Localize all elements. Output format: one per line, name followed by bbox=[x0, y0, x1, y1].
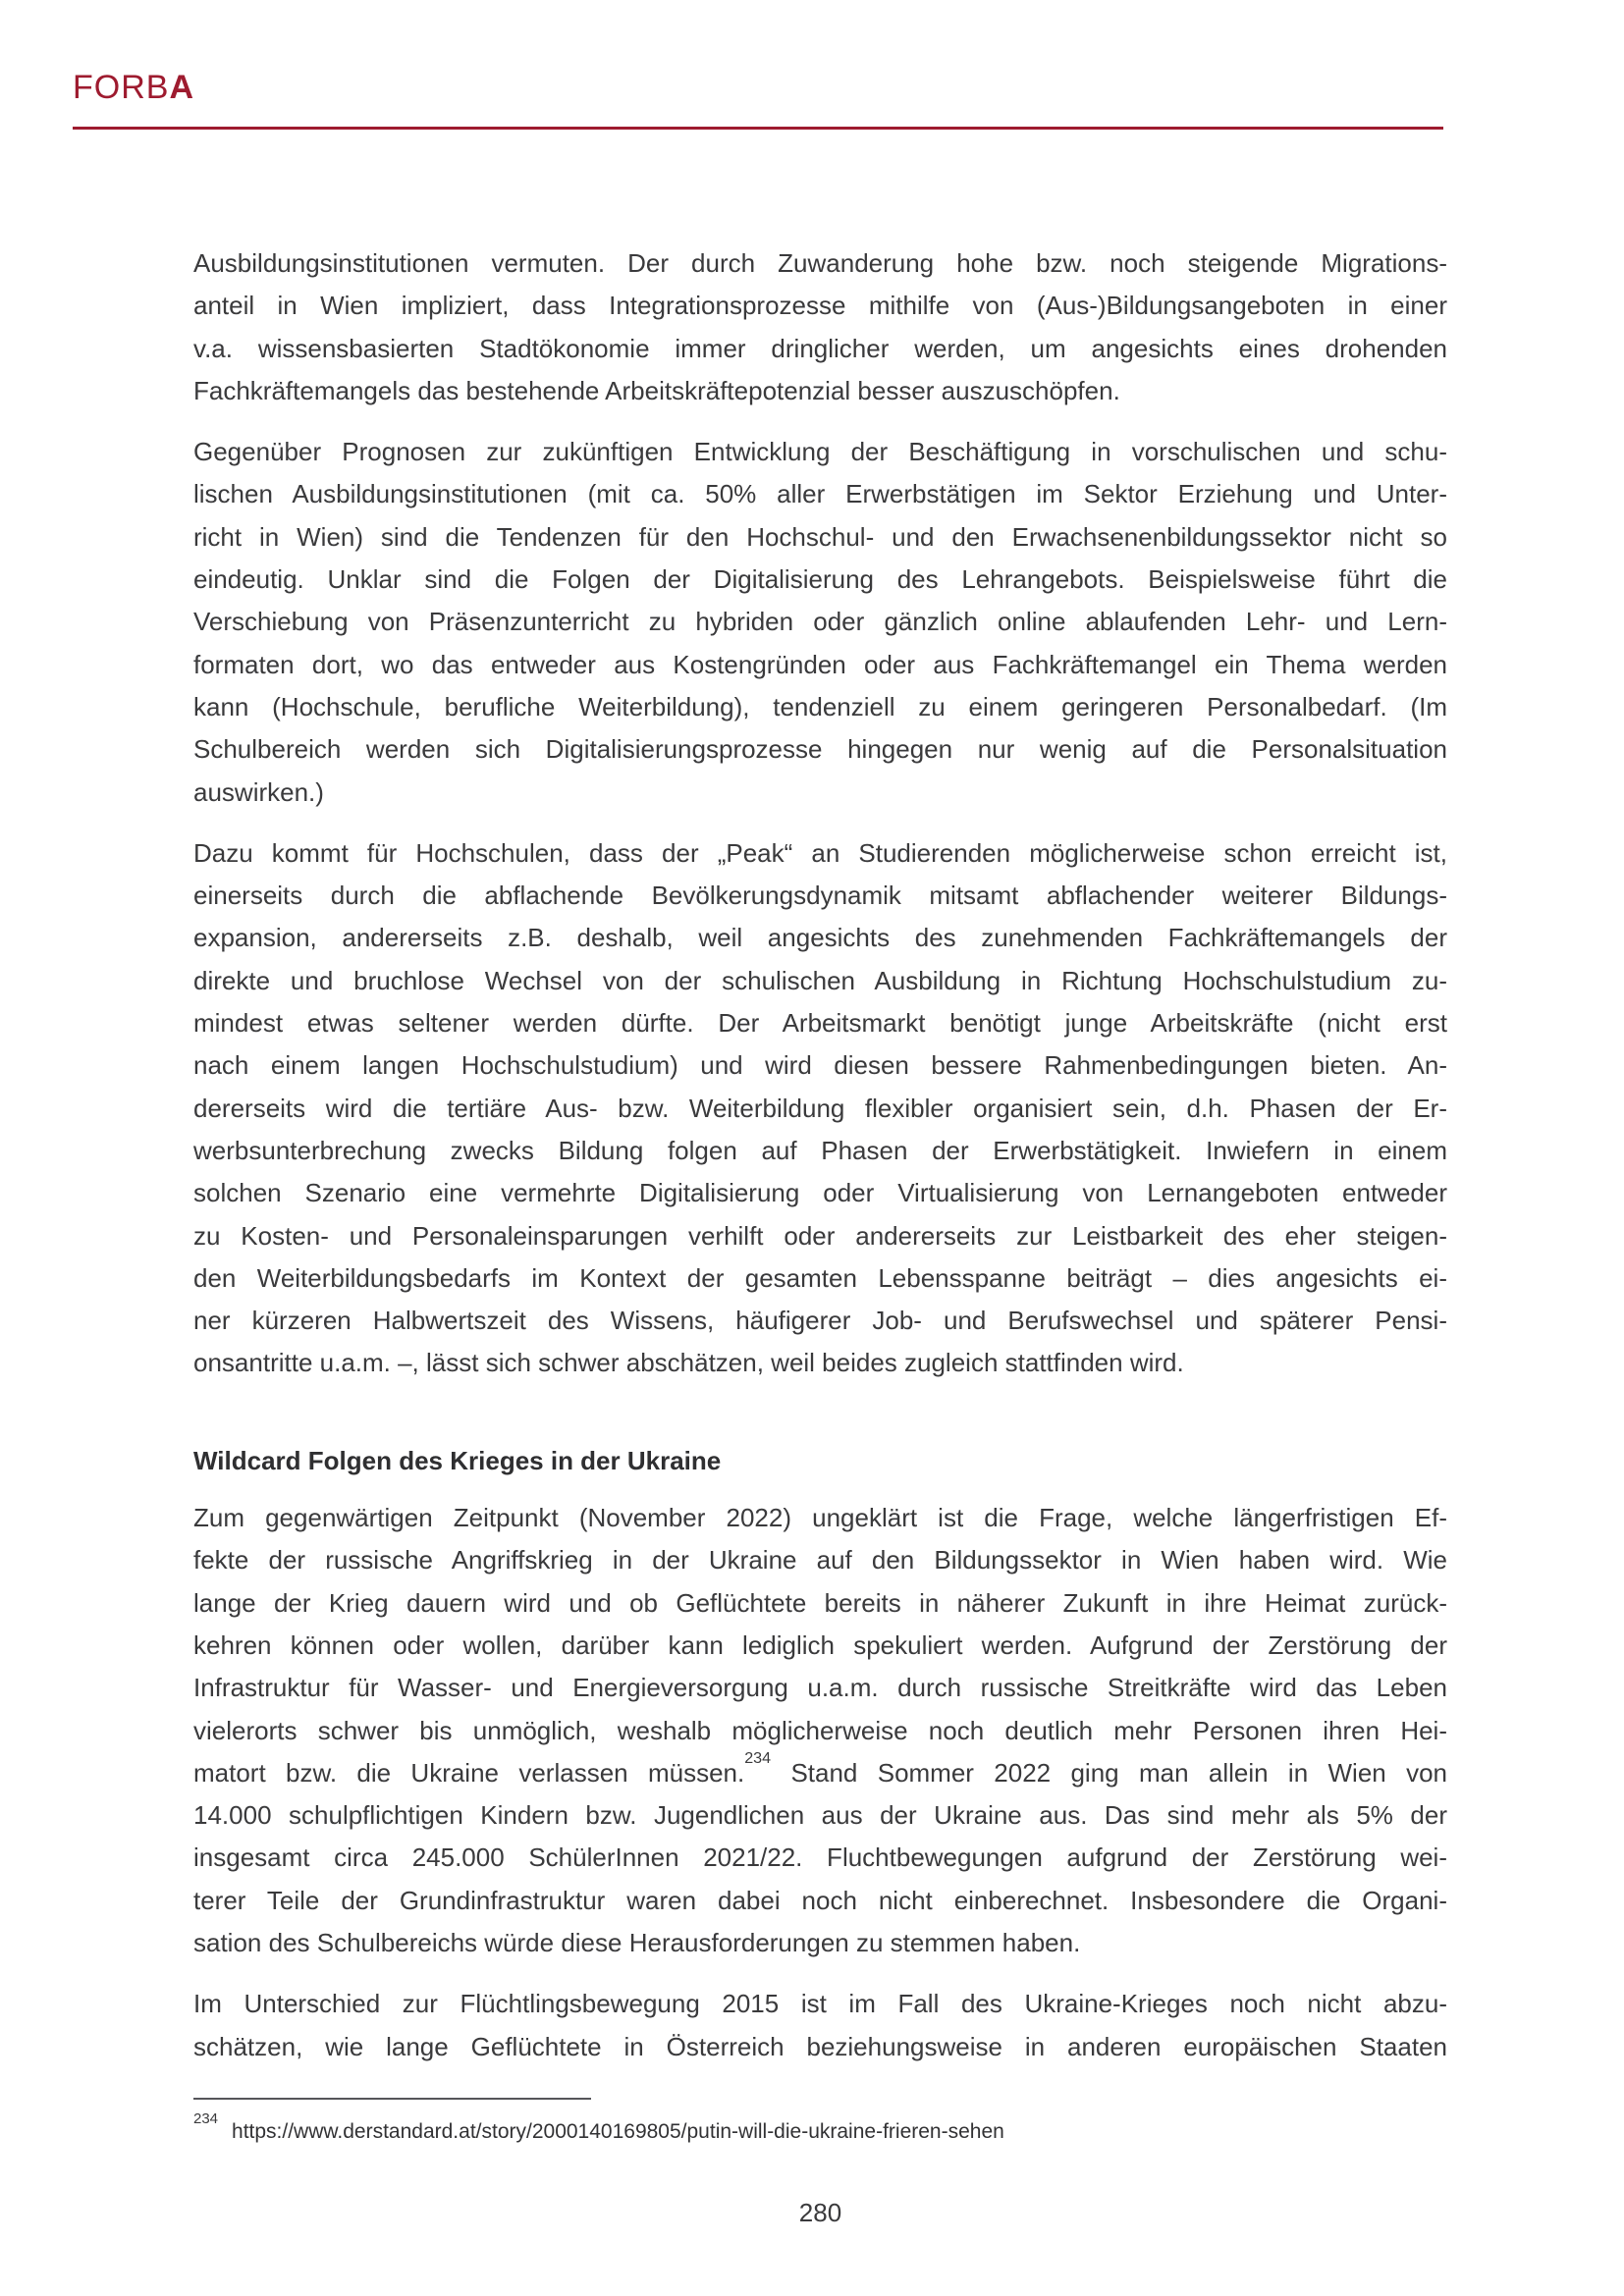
paragraph bbox=[193, 431, 1447, 814]
text-blocks bbox=[193, 242, 1447, 2068]
text-line: formaten dort, wo das entweder aus Kostengründen oder aus Fachkräftemangel ein Thema werden bbox=[193, 649, 1447, 679]
text-line: fekte der russische Angriffskrieg in der Ukraine auf den Bildungssektor in Wien haben wird. Wie bbox=[193, 1545, 1447, 1575]
text-line: Dazu kommt für Hochschulen, dass der „Peak“ an Studierenden möglicherweise schon erreicht ist, bbox=[193, 837, 1447, 868]
text-line: vielerorts schwer bis unmöglich, weshalb möglicherweise noch deutlich mehr Personen ihren Hei- bbox=[193, 1715, 1447, 1745]
text-line: 14.000 schulpflichtigen Kindern bzw. Jugendlichen aus der Ukraine aus. Das sind mehr als 5% der bbox=[193, 1800, 1447, 1831]
text-line: dererseits wird die tertiäre Aus- bzw. Weiterbildung flexibler organisiert sein, d.h. Phasen der Er- bbox=[193, 1093, 1447, 1123]
text-line: Schulbereich werden sich Digitalisierungsprozesse hingegen nur wenig auf die Personalsituation bbox=[193, 734, 1447, 765]
footnote-marker: 234 bbox=[193, 2109, 219, 2127]
paragraph bbox=[193, 1497, 1447, 1964]
text-line: terer Teile der Grundinfrastruktur waren dabei noch nicht einberechnet. Insbesondere die Organi- bbox=[193, 1885, 1447, 1915]
text-line: nach einem langen Hochschulstudium) und wird diesen bessere Rahmenbedingungen bieten. An- bbox=[193, 1050, 1447, 1081]
forba-logo bbox=[73, 69, 194, 107]
text-line: kehren können oder wollen, darüber kann lediglich spekuliert werden. Aufgrund der Zerstörung der bbox=[193, 1629, 1447, 1660]
text-line: Im Unterschied zur Flüchtlingsbewegung 2015 ist im Fall des Ukraine-Krieges noch nicht abzu- bbox=[193, 1989, 1447, 2019]
text-line: Gegenüber Prognosen zur zukünftigen Entwicklung der Beschäftigung in vorschulischen und schu- bbox=[193, 437, 1447, 467]
forba-logo-text-bold: A bbox=[169, 69, 195, 106]
footnote-separator bbox=[193, 2098, 591, 2100]
section-heading: Wildcard Folgen des Krieges in der Ukraine bbox=[193, 1445, 722, 1475]
text-line: matort bzw. die Ukraine verlassen müssen.$^{234}$ Stand Sommer 2022 ging man allein in Wien von bbox=[193, 1749, 1447, 1788]
forba-logo-text: FORB bbox=[73, 69, 170, 106]
text-line: schätzen, wie lange Geflüchtete in Österreich beziehungsweise in anderen europäischen Staaten bbox=[193, 2031, 1447, 2061]
header-rule bbox=[73, 127, 1443, 130]
text-line: insgesamt circa 245.000 SchülerInnen 2021/22. Fluchtbewegungen aufgrund der Zerstörung wei- bbox=[193, 1842, 1447, 1873]
text-line: Ausbildungsinstitutionen vermuten. Der durch Zuwanderung hohe bzw. noch steigende Migrations- bbox=[193, 248, 1447, 278]
text-line: zu Kosten- und Personaleinsparungen verhilft oder andererseits zur Leistbarkeit des eher steigen- bbox=[193, 1220, 1447, 1251]
text-line: Fachkräftemangels das bestehende Arbeitskräftepotenzial besser auszuschöpfen. bbox=[193, 375, 1120, 405]
text-line: Zum gegenwärtigen Zeitpunkt (November 2022) ungeklärt ist die Frage, welche längerfristigen Ef- bbox=[193, 1503, 1447, 1533]
paragraph bbox=[193, 1983, 1447, 2068]
text-line: onsantritte u.a.m. –, lässt sich schwer abschätzen, weil beides zugleich stattfinden wird. bbox=[193, 1348, 1184, 1378]
text-line: mindest etwas seltener werden dürfte. Der Arbeitsmarkt benötigt junge Arbeitskräfte (nicht erst bbox=[193, 1008, 1447, 1039]
text-line: einerseits durch die abflachende Bevölkerungsdynamik mitsamt abflachender weiterer Bildungs- bbox=[193, 881, 1447, 911]
footnote-url[interactable]: https://www.derstandard.at/story/2000140169805/putin-will-die-ukraine-frieren-sehen bbox=[232, 2119, 1004, 2143]
paragraph bbox=[193, 242, 1447, 412]
text-line: den Weiterbildungsbedarfs im Kontext der gesamten Lebensspanne beiträgt – dies angesichts ei- bbox=[193, 1262, 1447, 1293]
text-line: sation des Schulbereichs würde diese Herausforderungen zu stemmen haben. bbox=[193, 1927, 1081, 1957]
text-line: eindeutig. Unklar sind die Folgen der Digitalisierung des Lehrangebots. Beispielsweise führt die bbox=[193, 564, 1447, 595]
footnote-area bbox=[193, 2098, 1447, 2147]
text-line: richt in Wien) sind die Tendenzen für den Hochschul- und den Erwachsenenbildungssektor nicht so bbox=[193, 521, 1447, 552]
footnote-reference[interactable]: 234 bbox=[744, 1749, 772, 1768]
text-line: v.a. wissensbasierten Stadtökonomie immer dringlicher werden, um angesichts eines drohenden bbox=[193, 333, 1447, 363]
text-line: kann (Hochschule, berufliche Weiterbildung), tendenziell zu einem geringeren Personalbedarf. (Im bbox=[193, 691, 1447, 721]
text-line: ner kürzeren Halbwertszeit des Wissens, häufigerer Job- und Berufswechsel und späterer Pensi- bbox=[193, 1306, 1447, 1336]
text-line: lange der Krieg dauern wird und ob Geflüchtete bereits in näherer Zukunft in ihre Heimat zurück- bbox=[193, 1587, 1447, 1618]
text-line: auswirken.) bbox=[193, 776, 324, 807]
text-line: direkte und bruchlose Wechsel von der schulischen Ausbildung in Richtung Hochschulstudium zu- bbox=[193, 965, 1447, 995]
text-line: Infrastruktur für Wasser- und Energieversorgung u.a.m. durch russische Streitkräfte wird das Leben bbox=[193, 1673, 1447, 1703]
text-line: lischen Ausbildungsinstitutionen (mit ca. 50% aller Erwerbstätigen im Sektor Erziehung und Unter- bbox=[193, 479, 1447, 509]
page-body bbox=[193, 242, 1447, 2234]
text-line: werbsunterbrechung zwecks Bildung folgen auf Phasen der Erwerbstätigkeit. Inwiefern in einem bbox=[193, 1135, 1447, 1165]
page-number: 280 bbox=[798, 2197, 842, 2227]
text-line: solchen Szenario eine vermehrte Digitalisierung oder Virtualisierung von Lernangeboten entweder bbox=[193, 1178, 1447, 1208]
paragraph bbox=[193, 832, 1447, 1385]
text-line: anteil in Wien impliziert, dass Integrationsprozesse mithilfe von (Aus-)Bildungsangeboten in einer bbox=[193, 291, 1447, 321]
footnote bbox=[193, 2111, 1447, 2147]
text-line: expansion, andererseits z.B. deshalb, weil angesichts des zunehmenden Fachkräftemangels der bbox=[193, 923, 1447, 953]
text-line: Verschiebung von Präsenzunterricht zu hybriden oder gänzlich online ablaufenden Lehr- und Lern- bbox=[193, 607, 1447, 637]
